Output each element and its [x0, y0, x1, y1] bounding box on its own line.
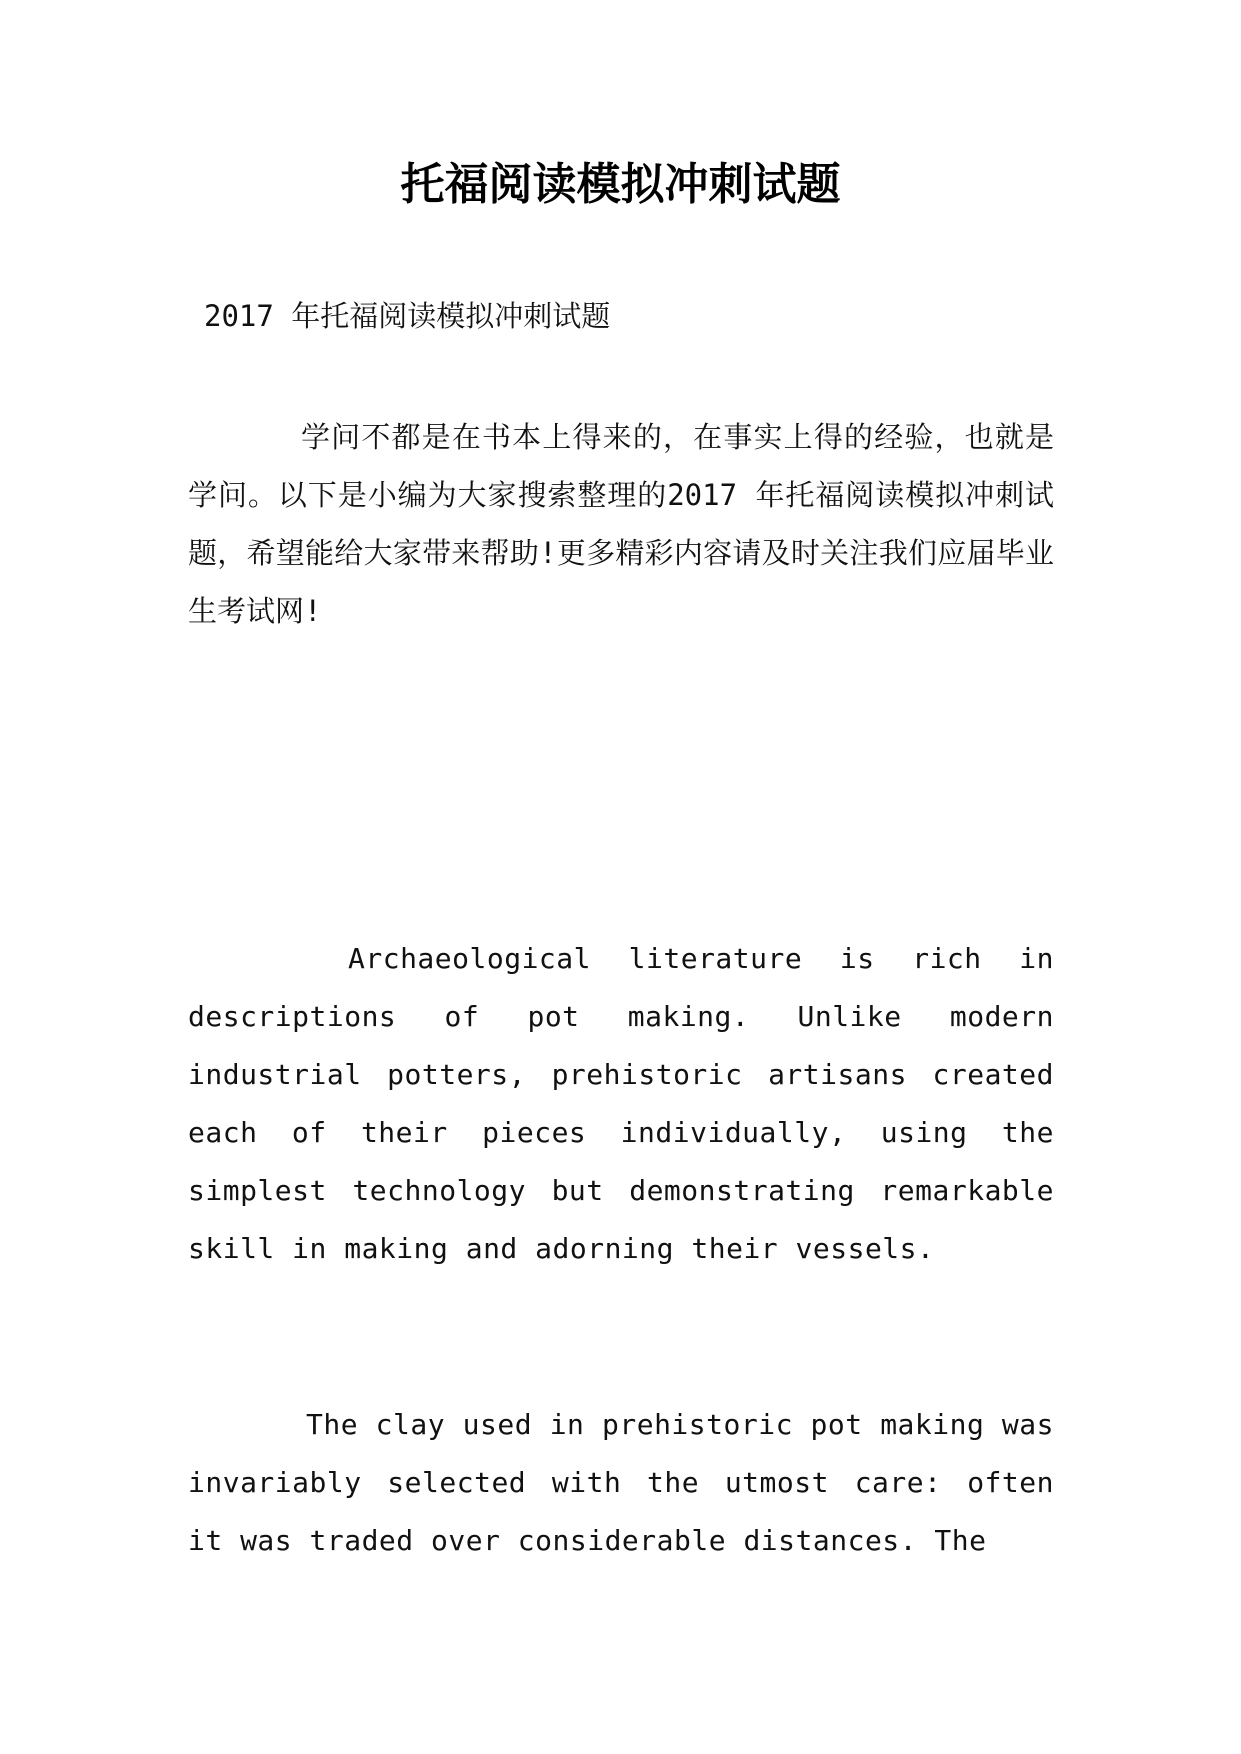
body-paragraph-2: The clay used in prehistoric pot making was invariably selected with the utmost care: often it was traded over considerable distances. The [188, 1408, 1054, 1557]
document-subtitle: 2017 年托福阅读模拟冲刺试题 [204, 299, 611, 333]
body-paragraph-1: Archaeological literature is rich in descriptions of pot making. Unlike modern industrial potters, prehistoric artisans created each of their pieces individually, using the simplest technology but demonstrating remarkable skill in making and adorning their vessels. [188, 942, 1054, 1265]
intro-paragraph: 学问不都是在书本上得来的，在事实上得的经验，也就是学问。以下是小编为大家搜索整理的2017 年托福阅读模拟冲刺试题，希望能给大家带来帮助!更多精彩内容请及时关注我们应届毕业生考试网! [188, 420, 1054, 628]
document-title: 托福阅读模拟冲刺试题 [400, 159, 841, 210]
